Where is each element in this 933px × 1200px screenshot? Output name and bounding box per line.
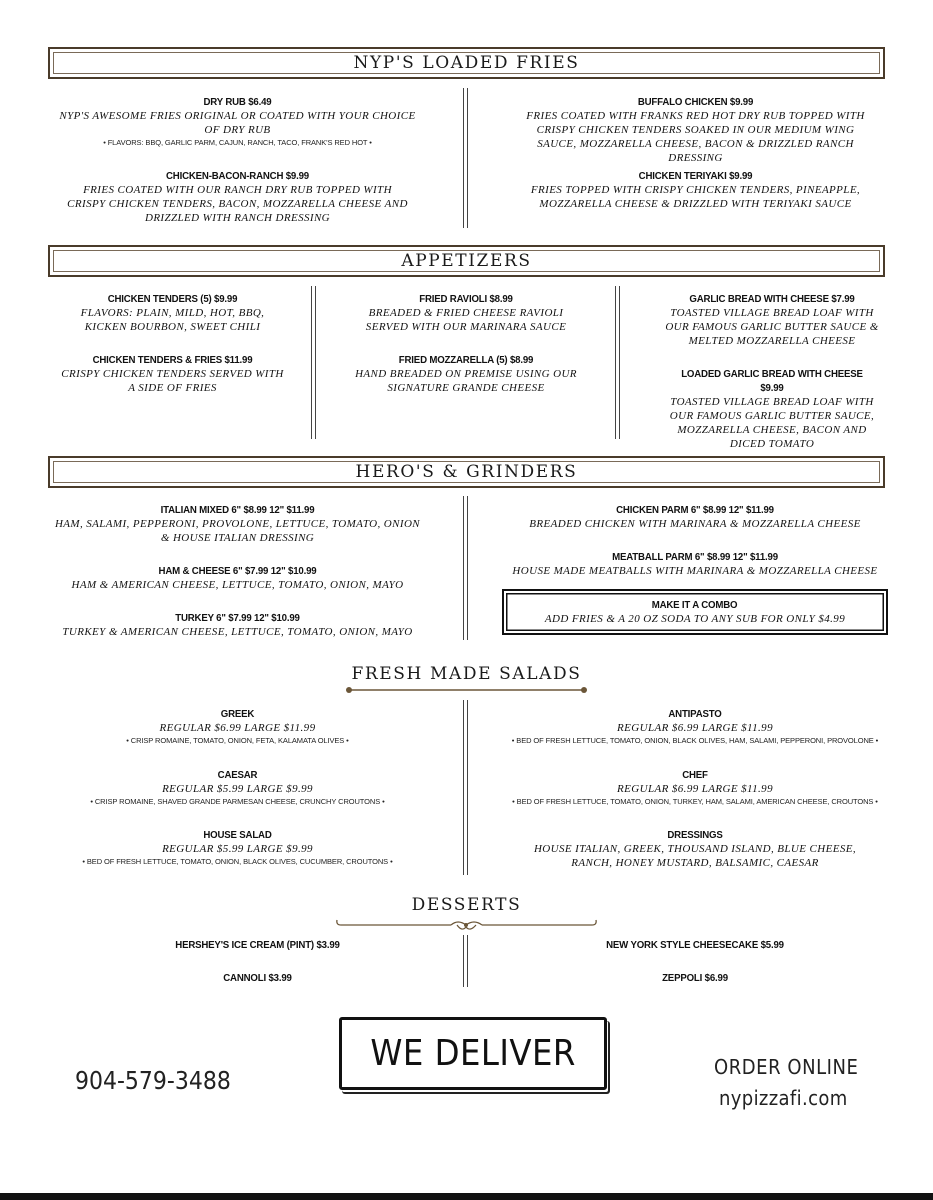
column-divider [463, 700, 468, 875]
we-deliver-box [339, 1017, 607, 1090]
menu-item-ice-cream: HERSHEY'S ICE CREAM (PINT) $3.99 [175, 939, 340, 951]
column-divider [463, 496, 468, 640]
website-link[interactable]: nypizzafi.com [719, 1086, 848, 1110]
menu-item-caesar-salad: CAESAR REGULAR $5.99 LARGE $9.99 • CRISP ROMAINE, SHAVED GRANDE PARMESAN CHEESE, CRUNCHY CROUTONS • [90, 769, 385, 806]
menu-item-chicken-tenders: CHICKEN TENDERS (5) $9.99 FLAVORS: PLAIN, MILD, HOT, BBQ, KICKEN BOURBON, SWEET CHILI [80, 293, 265, 333]
menu-item-garlic-bread: GARLIC BREAD WITH CHEESE $7.99 TOASTED VILLAGE BREAD LOAF WITH OUR FAMOUS GARLIC BUTTER SAUCE & MELTED MOZZARELLA CHEESE [665, 293, 879, 347]
phone-number[interactable]: 904-579-3488 [75, 1066, 231, 1095]
menu-item-cheesecake: NEW YORK STYLE CHEESECAKE $5.99 [606, 939, 784, 951]
menu-item-house-salad: HOUSE SALAD REGULAR $5.99 LARGE $9.99 • BED OF FRESH LETTUCE, TOMATO, ONION, BLACK OLIVES, CUCUMBER, CROUTONS • [82, 829, 393, 866]
bottom-edge-bar [0, 1193, 933, 1200]
appetizers-header [48, 245, 885, 277]
menu-item-chicken-bacon-ranch: CHICKEN-BACON-RANCH $9.99 FRIES COATED WITH OUR RANCH DRY RUB TOPPED WITH CRISPY CHICKEN TENDERS, BACON, MOZZARELLA CHEESE AND DRIZZLED WITH RANCH DRESSING [67, 170, 408, 224]
menu-item-chef-salad: CHEF REGULAR $6.99 LARGE $11.99 • BED OF FRESH LETTUCE, TOMATO, ONION, TURKEY, HAM, SALAMI, AMERICAN CHEESE, CROUTONS • [512, 769, 878, 806]
appetizers-title: APPETIZERS [401, 251, 532, 271]
menu-item-italian-mixed: ITALIAN MIXED 6" $8.99 12" $11.99 HAM, SALAMI, PEPPERONI, PROVOLONE, LETTUCE, TOMATO, ONION & HOUSE ITALIAN DRESSING [54, 504, 421, 544]
menu-item-chicken-teriyaki: CHICKEN TERIYAKI $9.99 FRIES TOPPED WITH CRISPY CHICKEN TENDERS, PINEAPPLE, MOZZARELLA CHEESE & DRIZZLED WITH TERIYAKI SAUCE [530, 170, 861, 210]
menu-item-zeppoli: ZEPPOLI $6.99 [662, 972, 728, 984]
menu-item-greek-salad: GREEK REGULAR $6.99 LARGE $11.99 • CRISP ROMAINE, TOMATO, ONION, FETA, KALAMATA OLIVES • [126, 708, 349, 745]
menu-item-ham-cheese: HAM & CHEESE 6" $7.99 12" $10.99 HAM & AMERICAN CHEESE, LETTUCE, TOMATO, ONION, MAYO [71, 565, 404, 591]
combo-box: MAKE IT A COMBO ADD FRIES & A 20 OZ SODA TO ANY SUB FOR ONLY $4.99 [502, 589, 888, 635]
column-divider [311, 286, 316, 439]
menu-item-turkey: TURKEY 6" $7.99 12" $10.99 TURKEY & AMERICAN CHEESE, LETTUCE, TOMATO, ONION, MAYO [62, 612, 413, 638]
menu-item-tenders-fries: CHICKEN TENDERS & FRIES $11.99 CRISPY CHICKEN TENDERS SERVED WITH A SIDE OF FRIES [61, 354, 284, 394]
column-divider [615, 286, 620, 439]
menu-item-antipasto-salad: ANTIPASTO REGULAR $6.99 LARGE $11.99 • BED OF FRESH LETTUCE, TOMATO, ONION, BLACK OLIVES, HAM, SALAMI, PEPPERONI, PROVOLONE • [511, 708, 879, 745]
we-deliver-text: WE DELIVER [370, 1033, 576, 1074]
menu-item-dressings: DRESSINGS HOUSE ITALIAN, GREEK, THOUSAND ISLAND, BLUE CHEESE, RANCH, HONEY MUSTARD, BALSAMIC, CAESAR [533, 829, 857, 869]
salads-title: FRESH MADE SALADS [351, 664, 582, 684]
desserts-flourish [335, 916, 598, 936]
desserts-title: DESSERTS [411, 895, 522, 915]
column-divider [463, 935, 468, 987]
menu-item-fried-mozzarella: FRIED MOZZARELLA (5) $8.99 HAND BREADED ON PREMISE USING OUR SIGNATURE GRANDE CHEESE [355, 354, 577, 394]
menu-item-fried-ravioli: FRIED RAVIOLI $8.99 BREADED & FRIED CHEESE RAVIOLI SERVED WITH OUR MARINARA SAUCE [365, 293, 567, 333]
menu-item-loaded-garlic-bread: LOADED GARLIC BREAD WITH CHEESE $9.99 TOASTED VILLAGE BREAD LOAF WITH OUR FAMOUS GARLIC BUTTER SAUCE, MOZZARELLA CHEESE, BACON AND DICED TOMATO [669, 368, 875, 450]
menu-item-meatball-parm: MEATBALL PARM 6" $8.99 12" $11.99 HOUSE MADE MEATBALLS WITH MARINARA & MOZZARELLA CHEESE [512, 551, 878, 577]
menu-item-dry-rub: DRY RUB $6.49 NYP'S AWESOME FRIES ORIGINAL OR COATED WITH YOUR CHOICE OF DRY RUB • FLAVORS: BBQ, GARLIC PARM, CAJUN, RANCH, TACO, FRANK'S RED HOT • [59, 96, 416, 147]
salads-title-underline [345, 686, 588, 694]
order-online-text: ORDER ONLINE [714, 1055, 859, 1079]
menu-item-chicken-parm: CHICKEN PARM 6" $8.99 12" $11.99 BREADED CHICKEN WITH MARINARA & MOZZARELLA CHEESE [529, 504, 861, 530]
heros-title: HERO'S & GRINDERS [355, 462, 578, 482]
column-divider [463, 88, 468, 228]
menu-item-buffalo-chicken: BUFFALO CHICKEN $9.99 FRIES COATED WITH FRANKS RED HOT DRY RUB TOPPED WITH CRISPY CHICKEN TENDERS SOAKED IN OUR MEDIUM WING SAUCE, MOZZARELLA CHEESE, BACON & DRIZZLED RANCH DRESSING [526, 96, 865, 164]
heros-header [48, 456, 885, 488]
loaded-fries-title: NYP'S LOADED FRIES [353, 53, 580, 73]
menu-item-cannoli: CANNOLI $3.99 [223, 972, 292, 984]
loaded-fries-header [48, 47, 885, 79]
